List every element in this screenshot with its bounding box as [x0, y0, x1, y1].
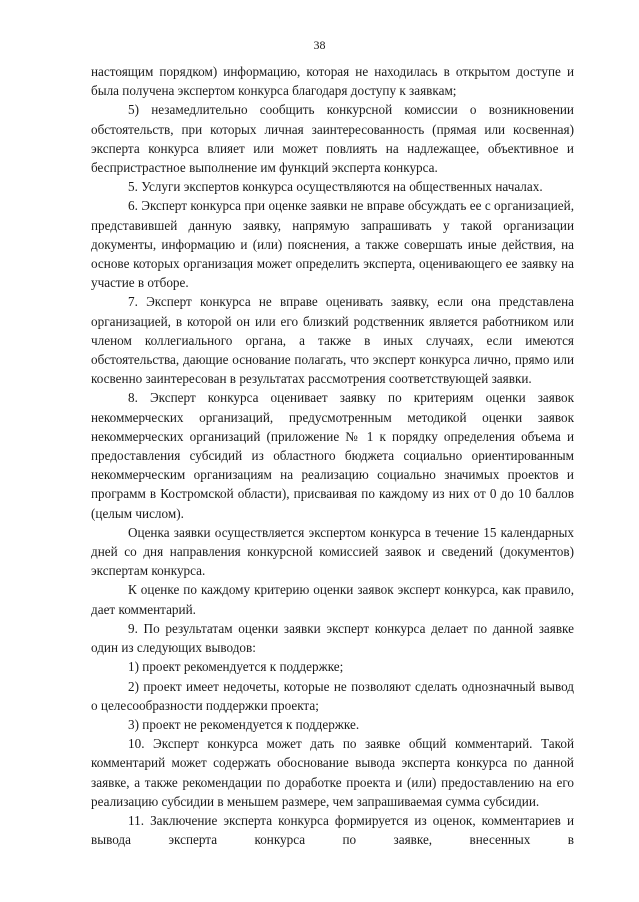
- paragraph-11: 11. Заключение эксперта конкурса формируется из оценок, комментариев и вывода эксперта конкурса по заявке, внесенных в: [91, 812, 574, 848]
- paragraph-6: 6. Эксперт конкурса при оценке заявки не вправе обсуждать ее с организацией, представившей данную заявку, напрямую запрашивать у такой организации документы, информацию и (или) пояснения, а также совершать иные действия, на основе которых организация может определить эксперта, оценивающего ее заявку на участие в отборе.: [91, 198, 574, 291]
- paragraph-comment: К оценке по каждому критерию оценки заявок эксперт конкурса, как правило, дает комментарий.: [91, 582, 574, 617]
- paragraph-5-services: 5. Услуги экспертов конкурса осуществляются на общественных началах.: [128, 179, 543, 195]
- paragraph-item-5-notify: 5) незамедлительно сообщить конкурсной комиссии о возникновении обстоятельств, при которых личная заинтересованность (прямая или косвенная) эксперта конкурса влияет или может повлиять на надлежащее, объективное и беспристрастное выполнение им функций эксперта конкурса.: [91, 102, 574, 176]
- conclusion-option-1: 1) проект рекомендуется к поддержке;: [128, 659, 344, 675]
- paragraph-evaluation-term: Оценка заявки осуществляется экспертом конкурса в течение 15 календарных дней со дня направления конкурсной комиссией заявок и сведений (документов) экспертам конкурса.: [91, 524, 574, 579]
- conclusion-option-3: 3) проект не рекомендуется к поддержке.: [128, 716, 360, 732]
- paragraph-9: 9. По результатам оценки заявки эксперт конкурса делает по данной заявке один из следующих выводов:: [91, 620, 574, 656]
- paragraph-continuation: настоящим порядком) информацию, которая не находилась в открытом доступе и была получена экспертом конкурса благодаря доступу к заявкам;: [91, 64, 574, 99]
- paragraph-10: 10. Эксперт конкурса может дать по заявке общий комментарий. Такой комментарий может содержать обоснование вывода эксперта конкурса по данной заявке, а также рекомендации по доработке проекта и (или) предоставлению на его реализацию субсидии в меньшем размере, чем запрашиваемая сумма субсидии.: [91, 736, 574, 809]
- page-number: 38: [313, 38, 326, 52]
- paragraph-8: 8. Эксперт конкурса оценивает заявку по критериям оценки заявок некоммерческих организаций, предусмотренным методикой оценки заявок некоммерческих организаций (приложение № 1 к порядку определения объема и предоставления субсидий из областного бюджета социально ориентированным некоммерческим организациям на реализацию социально значимых проектов и программ в Костромской области), присваивая по каждому из них от 0 до 10 баллов (целым числом).: [91, 390, 574, 521]
- paragraph-7: 7. Эксперт конкурса не вправе оценивать заявку, если она представлена организацией, в которой он или его близкий родственник является работником или членом коллегиального органа, а также в иных случаях, если имеются обстоятельства, дающие основание полагать, что эксперт конкурса лично, прямо или косвенно заинтересован в результатах рассмотрения соответствующей заявки.: [91, 294, 574, 387]
- conclusion-option-2: 2) проект имеет недочеты, которые не позволяют сделать однозначный вывод о целесообразности поддержки проекта;: [91, 678, 574, 713]
- document-body: [91, 62, 574, 849]
